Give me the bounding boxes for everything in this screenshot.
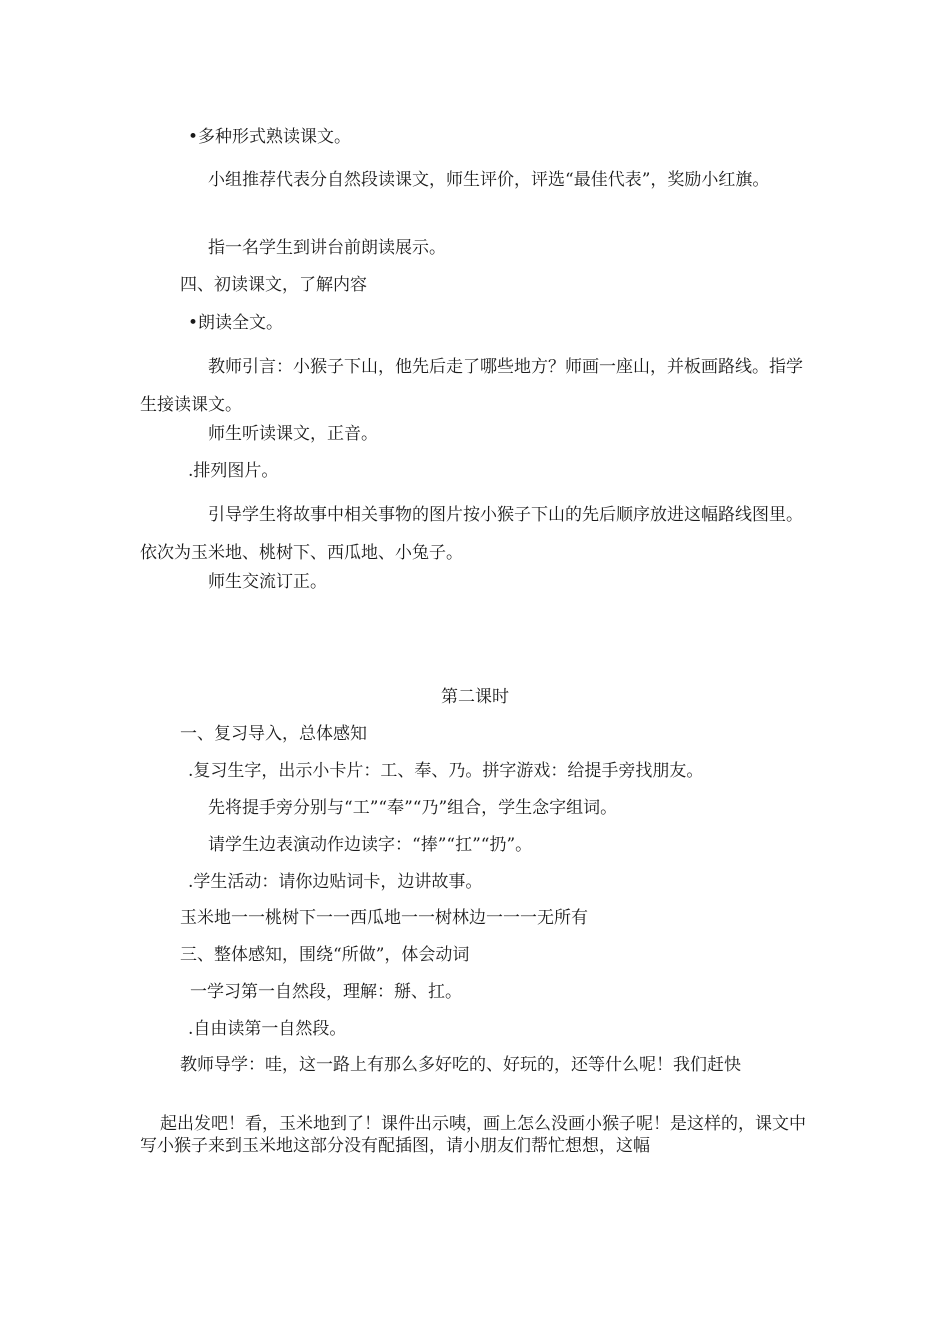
exchange-correct: 师生交流订正。 — [208, 572, 327, 592]
student-activity: .学生活动：请你边贴词卡，边讲故事。 — [188, 872, 483, 892]
section-heading-4: 四、初读课文，了解内容 — [180, 275, 367, 295]
learn-paragraph-one: 一学习第一自然段，理解：掰、扛。 — [190, 982, 462, 1002]
bullet-read-full: •朗读全文。 — [188, 313, 284, 333]
act-and-read: 请学生边表演动作边读字：“捧”“扛”“扔”。 — [208, 835, 533, 855]
teacher-guide-paragraph: 教师导学：哇，这一路上有那么多好吃的、好玩的，还等什么呢！我们赶快 — [180, 1055, 741, 1075]
guide-students-paragraph: 引导学生将故事中相关事物的图片按小猴子下山的先后顺序放进这幅路线图里。依次为玉米地、桃树下、西瓜地、小兔子。 — [140, 505, 803, 563]
free-read: .自由读第一自然段。 — [188, 1019, 347, 1039]
lesson-title: 第二课时 — [441, 687, 509, 707]
bullet-read-forms: •多种形式熟读课文。 — [188, 127, 352, 147]
review-characters: .复习生字，出示小卡片：工、奉、乃。拼字游戏：给提手旁找朋友。 — [188, 761, 704, 781]
group-reading-paragraph: 小组推荐代表分自然段读课文，师生评价，评选“最佳代表”，奖励小红旗。 — [208, 170, 770, 190]
route-sequence: 玉米地一一桃树下一一西瓜地一一树林边一一一无所有 — [180, 908, 588, 928]
teacher-intro-paragraph: 教师引言：小猴子下山，他先后走了哪些地方？师画一座山，并板画路线。指学生接读课文。 — [140, 357, 803, 415]
section-heading-3: 三、整体感知，围绕“所做”，体会动词 — [180, 945, 470, 965]
listen-correct: 师生听读课文，正音。 — [208, 424, 378, 444]
arrange-pictures: .排列图片。 — [188, 461, 279, 481]
section-heading-1: 一、复习导入，总体感知 — [180, 724, 367, 744]
podium-reading: 指一名学生到讲台前朗读展示。 — [208, 238, 446, 258]
combine-radical: 先将提手旁分别与“工”“奉”“乃”组合，学生念字组词。 — [208, 798, 618, 818]
set-off-paragraph: 起出发吧！看，玉米地到了！课件出示咦，画上怎么没画小猴子呢！是这样的，课文中写小猴子来到玉米地这部分没有配插图，请小朋友们帮忙想想，这幅 — [140, 1114, 806, 1156]
